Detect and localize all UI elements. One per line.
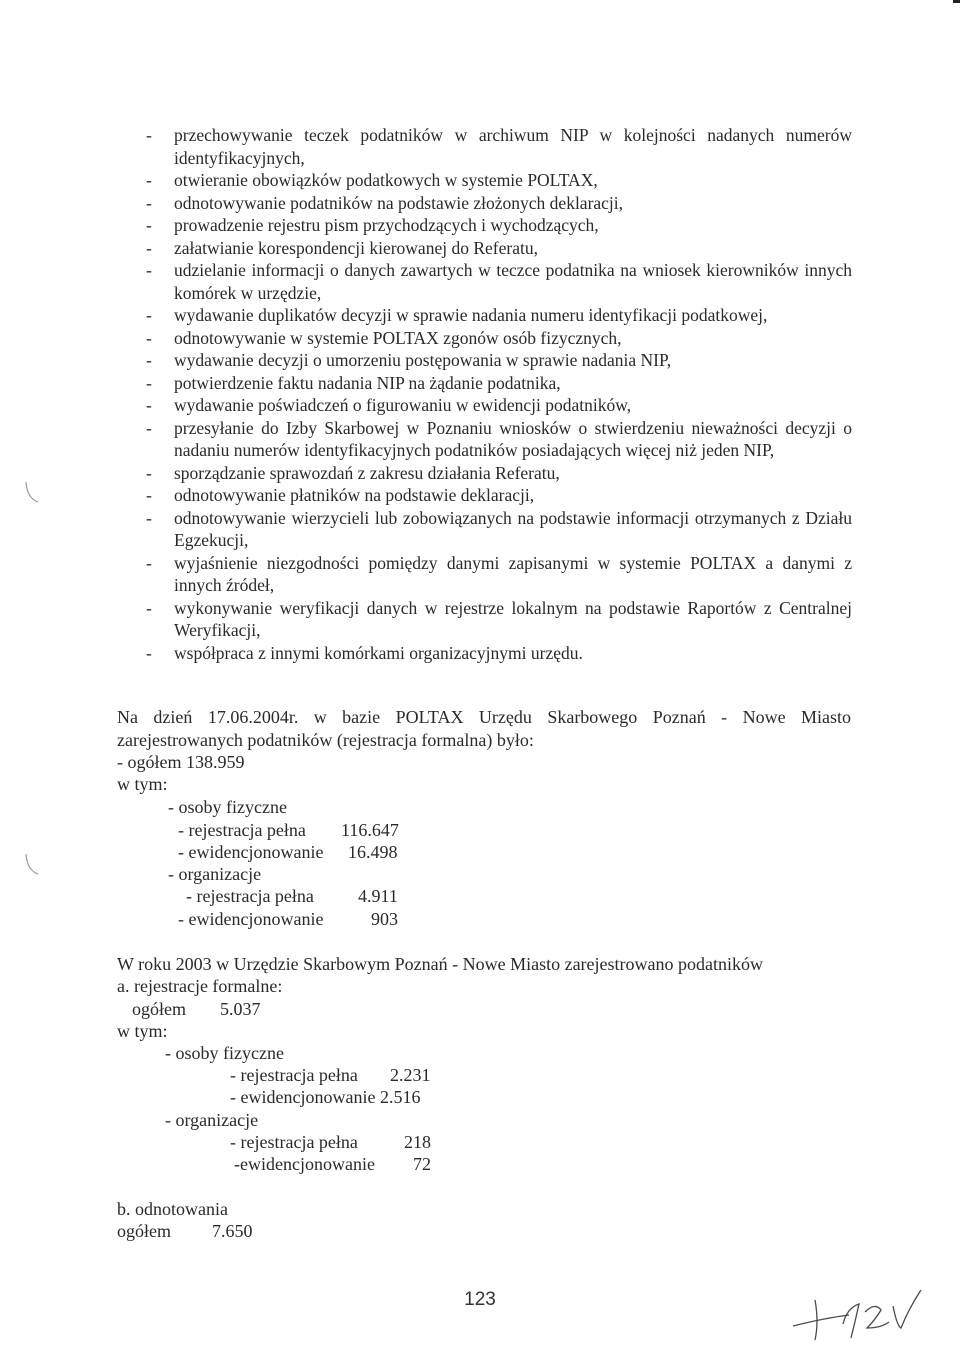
registration-2004-persons-label: - osoby fizyczne: [168, 797, 287, 817]
registration-2003-persons-records: - ewidencjonowanie 2.516: [230, 1087, 421, 1107]
registration-2003-orgs-full-label: - rejestracja pełna: [230, 1132, 358, 1152]
list-item: [146, 552, 852, 597]
registration-2003-b-total-value: 7.650: [212, 1221, 253, 1241]
list-dash: -: [146, 237, 152, 258]
duty-text: potwierdzenie faktu nadania NIP na żądanie podatnika,: [174, 372, 561, 393]
list-dash: -: [146, 485, 152, 505]
duty-text: odnotowywanie podatników na podstawie złożonych deklaracji,: [174, 192, 624, 213]
registration-2004-persons-records-label: - ewidencjonowanie: [178, 842, 324, 862]
registration-2003-orgs-full-value: 218: [404, 1132, 431, 1152]
duty-text: przechowywanie teczek podatników w archiwum NIP w kolejności nadanych numerów identyfikacyjnych,: [174, 125, 852, 168]
list-item: [146, 169, 852, 192]
duty-text: otwieranie obowiązków podatkowych w systemie POLTAX,: [174, 170, 598, 190]
registration-2003-a-total-value: 5.037: [220, 999, 261, 1019]
list-item: [146, 372, 852, 395]
registration-2003-orgs-records-label: -ewidencjonowanie: [234, 1154, 375, 1174]
duty-text: wydawanie duplikatów decyzji w sprawie nadania numeru identyfikacji podatkowej,: [174, 305, 768, 325]
registration-2004-wtym: w tym:: [117, 774, 168, 794]
duties-list: [146, 124, 852, 664]
duty-text: wyjaśnienie niezgodności pomiędzy danymi zapisanymi w systemie POLTAX a danymi z innych źródeł,: [174, 552, 852, 595]
signature-icon: [785, 1282, 925, 1344]
registration-2004-persons-full-label: - rejestracja pełna: [178, 820, 306, 840]
list-dash: -: [146, 305, 152, 325]
registration-2003-intro: W roku 2003 w Urzędzie Skarbowym Poznań - Nowe Miasto zarejestrowano podatników: [117, 954, 764, 974]
list-item: [146, 259, 852, 304]
registration-2003-a-label: a. rejestracje formalne:: [117, 976, 283, 996]
list-item: [146, 462, 852, 485]
list-dash: -: [146, 327, 152, 348]
list-dash: -: [146, 597, 152, 618]
list-item: [146, 417, 852, 462]
list-dash: -: [146, 417, 152, 438]
registration-2004-orgs-records-label: - ewidencjonowanie: [178, 909, 324, 929]
list-dash: -: [146, 395, 152, 415]
list-item: [146, 642, 852, 665]
list-dash: -: [146, 507, 152, 528]
duty-text: załatwianie korespondencji kierowanej do Referatu,: [174, 237, 538, 258]
list-item: [146, 192, 852, 215]
duty-text: udzielanie informacji o danych zawartych w teczce podatnika na wniosek kierowników innych komórek w urzędzie,: [174, 260, 852, 303]
list-item: [146, 124, 852, 169]
scan-corner-mark: [953, 0, 960, 3]
registration-2003-orgs-records-value: 72: [413, 1154, 431, 1174]
scan-margin-mark: [22, 480, 40, 506]
duty-text: odnotowywanie wierzycieli lub zobowiązanych na podstawie informacji otrzymanych z Działu Egzekucji,: [174, 507, 852, 550]
list-dash: -: [146, 642, 152, 663]
list-dash: -: [146, 192, 152, 213]
duty-text: wydawanie decyzji o umorzeniu postępowania w sprawie nadania NIP,: [174, 350, 672, 370]
list-item: [146, 327, 852, 350]
registration-2004-orgs-records-value: 903: [371, 909, 398, 929]
list-item: [146, 214, 852, 237]
registration-2003-orgs-label: - organizacje: [165, 1110, 259, 1130]
registration-2004-orgs-full-label: - rejestracja pełna: [186, 886, 314, 906]
registration-2003-persons-full-label: - rejestracja pełna: [230, 1065, 358, 1085]
list-dash: -: [146, 350, 152, 370]
list-item: [146, 237, 852, 260]
duty-text: odnotowywanie w systemie POLTAX zgonów osób fizycznych,: [174, 327, 622, 348]
registration-2003-b-total-label: ogółem: [117, 1221, 171, 1241]
list-item: [146, 304, 852, 327]
list-dash: -: [146, 170, 152, 190]
duty-text: przesyłanie do Izby Skarbowej w Poznaniu wniosków o stwierdzeniu nieważności decyzji o nadaniu numerów identyfikacyjnych podatników posiadających więcej niż jeden NIP,: [174, 417, 852, 460]
list-dash: -: [146, 462, 152, 483]
list-item: [146, 394, 852, 417]
list-dash: -: [146, 125, 152, 145]
scan-margin-mark: [22, 852, 40, 878]
list-dash: -: [146, 372, 152, 393]
registration-2004-intro: Na dzień 17.06.2004r. w bazie POLTAX Urzędu Skarbowego Poznań - Nowe Miasto zarejestrowanych podatników (rejestracja formalna) było:: [117, 707, 851, 750]
list-dash: -: [146, 215, 152, 235]
registration-2004-orgs-full-value: 4.911: [358, 886, 398, 906]
registration-2004-orgs-label: - organizacje: [168, 864, 262, 884]
list-item: [146, 349, 852, 372]
registration-2004-persons-records-value: 16.498: [348, 842, 398, 862]
duty-text: współpraca z innymi komórkami organizacyjnymi urzędu.: [174, 642, 583, 663]
list-item: [146, 597, 852, 642]
list-item: [146, 484, 852, 507]
duty-text: prowadzenie rejestru pism przychodzących i wychodzących,: [174, 215, 599, 235]
registration-2004-persons-full-value: 116.647: [341, 820, 399, 840]
duty-text: sporządzanie sprawozdań z zakresu działania Referatu,: [174, 462, 560, 483]
duty-text: wydawanie poświadczeń o figurowaniu w ewidencji podatników,: [174, 395, 632, 415]
list-dash: -: [146, 552, 152, 573]
page-number: 123: [464, 1289, 496, 1310]
registration-2003-wtym: w tym:: [117, 1021, 168, 1041]
duty-text: odnotowywanie płatników na podstawie deklaracji,: [174, 485, 535, 505]
registration-2003-persons-label: - osoby fizyczne: [165, 1043, 284, 1063]
registration-2003-b-label: b. odnotowania: [117, 1199, 228, 1219]
registration-2004-total: - ogółem 138.959: [117, 752, 245, 772]
list-dash: -: [146, 260, 152, 280]
registration-2003-persons-full-value: 2.231: [390, 1065, 431, 1085]
list-item: [146, 507, 852, 552]
duty-text: wykonywanie weryfikacji danych w rejestrze lokalnym na podstawie Raportów z Centralnej Weryfikacji,: [174, 597, 852, 640]
registration-2003-a-total-label: ogółem: [132, 999, 186, 1019]
